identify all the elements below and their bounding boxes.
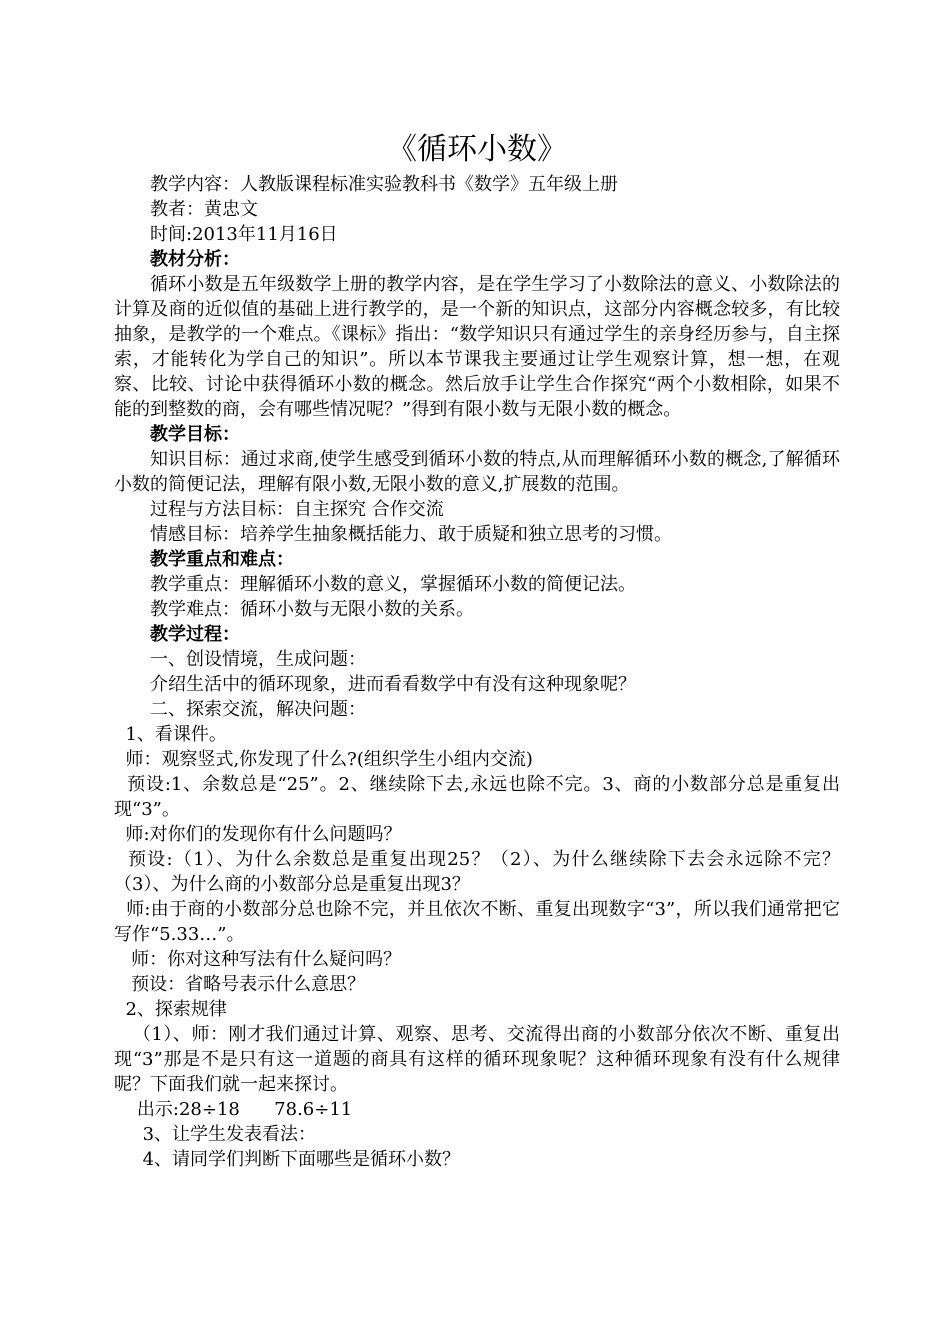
paragraph: 教学重点和难点： [150,549,294,570]
paragraph: 出示:28÷18 78.6÷11 [114,1099,353,1120]
paragraph: 教学目标： [150,424,240,445]
document-body [114,172,840,1172]
paragraph: 二、探索交流，解决问题： [150,699,366,720]
document-page [114,128,840,1172]
paragraph: 知识目标：通过求商,使学生感受到循环小数的特点,从而理解循环小数的概念,了解循环小数的简便记法，理解有限小数,无限小数的意义,扩展数的范围。 [114,449,840,495]
paragraph: 师:由于商的小数部分总也除不完，并且依次不断、重复出现数字“3”，所以我们通常把它写作“5.33…”。 [114,899,840,945]
paragraph: 预设:（1）、为什么余数总是重复出现25？（2）、为什么继续除下去会永远除不完？（3）、为什么商的小数部分总是重复出现3？ [114,849,840,895]
paragraph: 师：你对这种写法有什么疑问吗？ [114,949,402,970]
paragraph: 师:对你们的发现你有什么问题吗？ [114,824,402,845]
paragraph: 预设:1、余数总是“25”。2、继续除下去,永远也除不完。3、商的小数部分总是重复出现“3”。 [114,774,840,820]
paragraph: 循环小数是五年级数学上册的教学内容，是在学生学习了小数除法的意义、小数除法的计算及商的近似值的基础上进行教学的，是一个新的知识点，这部分内容概念较多，有比较抽象，是教学的一个难点。《课标》指出：“数学知识只有通过学生的亲身经历参与，自主探索，才能转化为学自己的知识”。所以本节课我主要通过让学生观察计算，想一想，在观察、比较、讨论中获得循环小数的概念。然后放手让学生合作探究“两个小数相除，如果不能的到整数的商，会有哪些情况呢？”得到有限小数与无限小数的概念。 [114,274,840,420]
paragraph: 教者：黄忠文 [150,199,258,220]
paragraph: 介绍生活中的循环现象，进而看看数学中有没有这种现象呢？ [150,674,636,695]
paragraph: 教材分析： [150,249,240,270]
paragraph: 教学重点：理解循环小数的意义，掌握循环小数的简便记法。 [150,574,636,595]
paragraph: 情感目标：培养学生抽象概括能力、敢于质疑和独立思考的习惯。 [150,524,672,545]
paragraph: 一、创设情境，生成问题： [150,649,366,670]
paragraph: 教学难点：循环小数与无限小数的关系。 [150,599,474,620]
paragraph: 4、请同学们判断下面哪些是循环小数？ [114,1149,461,1170]
paragraph: 过程与方法目标：自主探究 合作交流 [150,499,444,520]
paragraph: 教学过程： [150,624,240,645]
paragraph: 时间:2013年11月16日 [150,224,338,245]
paragraph: 教学内容：人教版课程标准实验教科书《数学》五年级上册 [150,174,618,195]
paragraph: 1、看课件。 [114,724,227,745]
paragraph: 3、让学生发表看法： [114,1124,317,1145]
paragraph: 预设：省略号表示什么意思？ [114,974,366,995]
paragraph: 师：观察竖式,你发现了什么?(组织学生小组内交流) [114,749,533,770]
paragraph: （1）、师：刚才我们通过计算、观察、思考、交流得出商的小数部分依次不断、重复出现“3”那是不是只有这一道题的商具有这样的循环现象呢？这种循环现象有没有什么规律呢？下面我们就一起来探讨。 [114,1024,840,1095]
paragraph: 2、探索规律 [114,999,227,1020]
document-title: 《循环小数》 [387,132,567,167]
